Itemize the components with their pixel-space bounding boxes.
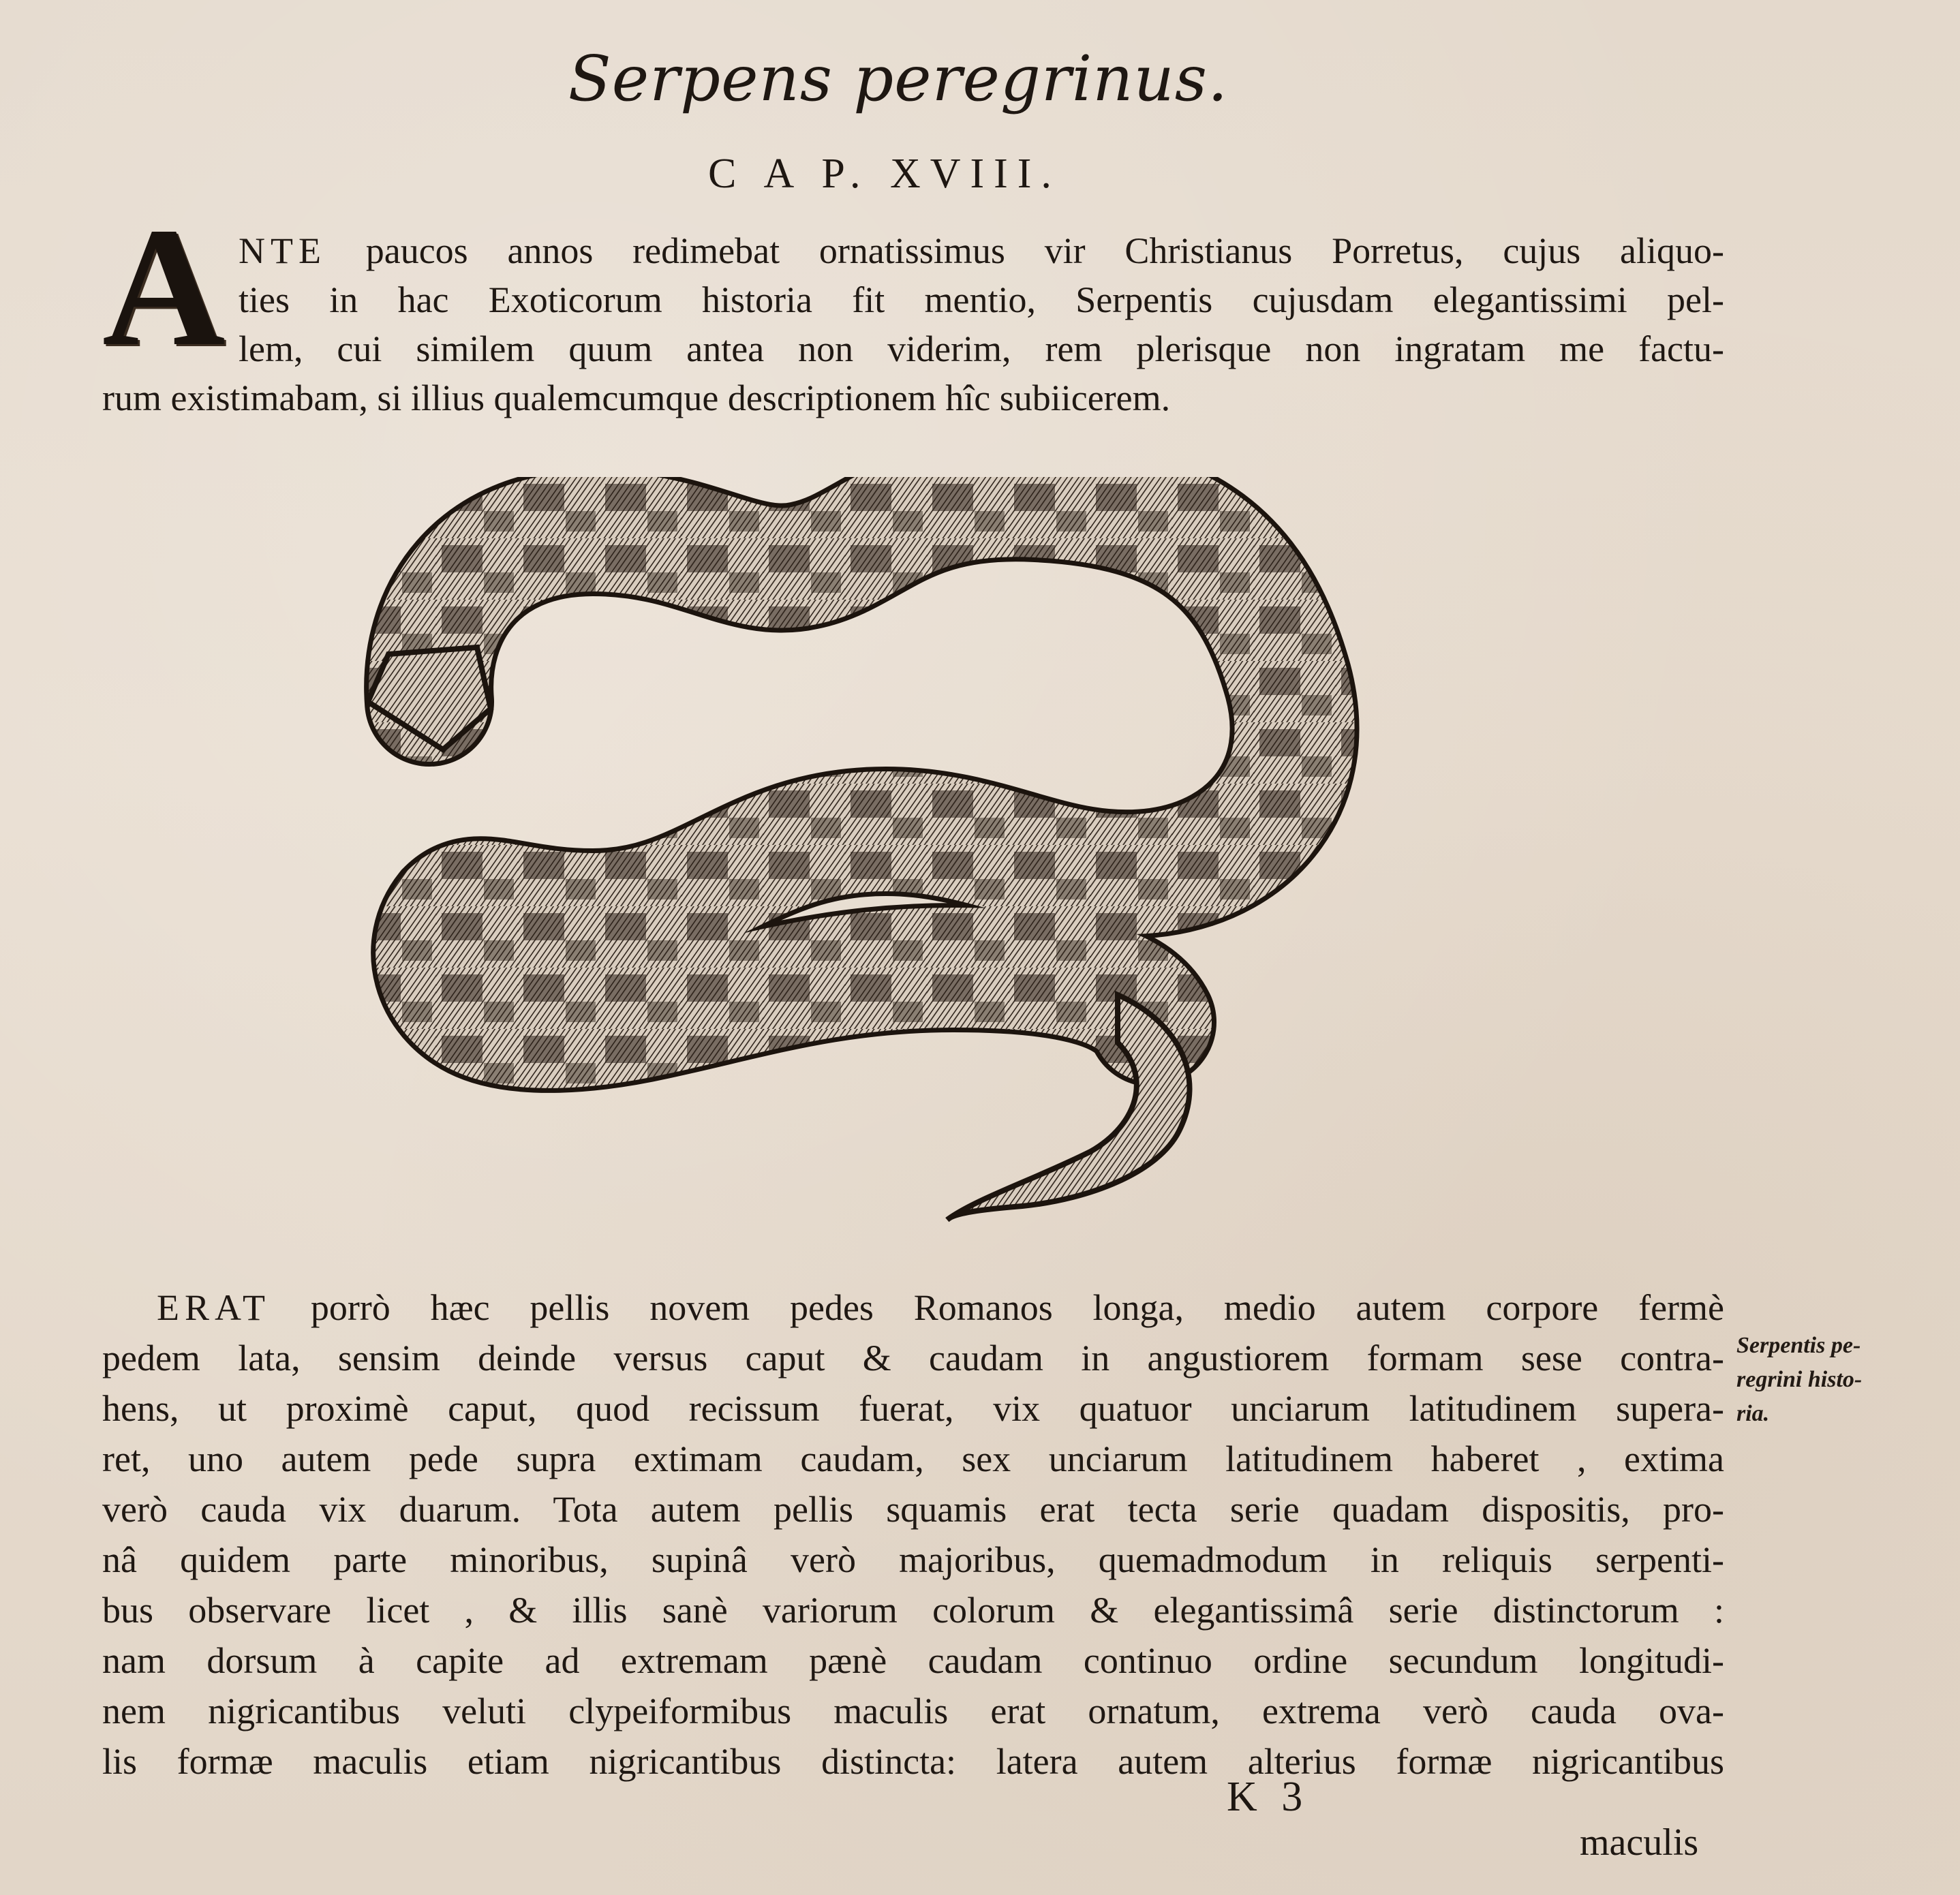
- drop-cap: A: [102, 193, 226, 382]
- body-line-7: bus observare licet , & illis sanè variorum colorum & elegantissimâ serie distinctorum :: [102, 1590, 1724, 1631]
- body-line-3: hens, ut proximè caput, quod recissum fuerat, vix quatuor unciarum latitudinem supera-: [102, 1388, 1724, 1429]
- body-paragraph: [102, 1282, 1724, 1787]
- body-line-9: nem nigricantibus veluti clypeiformibus maculis erat ornatum, extrema verò cauda ova-: [102, 1691, 1724, 1731]
- intro-line-3: lem, cui similem quum antea non viderim, rem plerisque non ingratam me factu-: [239, 328, 1724, 369]
- margin-note-line-2: regrini histo-: [1736, 1367, 1863, 1392]
- body-line-10: lis formæ maculis etiam nigricantibus distincta: latera autem alterius formæ nigricantibus: [102, 1741, 1724, 1782]
- intro-line-2: ties in hac Exoticorum historia fit mentio, Serpentis cujusdam elegantissimi pel-: [239, 279, 1724, 320]
- chapter-heading: C A P. XVIII.: [708, 151, 1061, 197]
- body-line-6: nâ quidem parte minoribus, supinâ verò majoribus, quemadmodum in reliquis serpenti-: [102, 1539, 1724, 1580]
- intro-paragraph: [102, 226, 1724, 422]
- catchword: maculis: [1580, 1821, 1699, 1864]
- intro-line-1: NTE paucos annos redimebat ornatissimus vir Christianus Porretus, cujus aliquo-: [239, 230, 1725, 271]
- body-line-8: nam dorsum à capite ad extremam pænè caudam continuo ordine secundum longitudi-: [102, 1640, 1724, 1681]
- signature-mark: K 3: [1227, 1774, 1310, 1820]
- body-line-2: pedem lata, sensim deinde versus caput & caudam in angustiorem formam sese contra-: [102, 1338, 1724, 1378]
- body-line-5: verò cauda vix duarum. Tota autem pellis squamis erat tecta serie quadam dispositis, pro-: [102, 1489, 1724, 1530]
- intro-line-4: rum existimabam, si illius qualemcumque descriptionem hîc subiicerem.: [102, 378, 1171, 418]
- page-title: Serpens peregrinus.: [568, 42, 1229, 115]
- body-line-1: ERAT porrò hæc pellis novem pedes Romanos longa, medio autem corpore fermè: [157, 1287, 1724, 1328]
- margin-note: [1736, 1329, 1934, 1431]
- body-first-word: ERAT: [157, 1287, 271, 1328]
- margin-note-line-1: Serpentis pe-: [1736, 1333, 1861, 1358]
- body-line-4: ret, uno autem pede supra extimam caudam, sex unciarum latitudinem haberet , extima: [102, 1438, 1724, 1479]
- intro-first-word: NTE: [239, 230, 326, 271]
- serpent-woodcut-illustration: [273, 477, 1588, 1295]
- margin-note-line-3: ria.: [1736, 1401, 1770, 1426]
